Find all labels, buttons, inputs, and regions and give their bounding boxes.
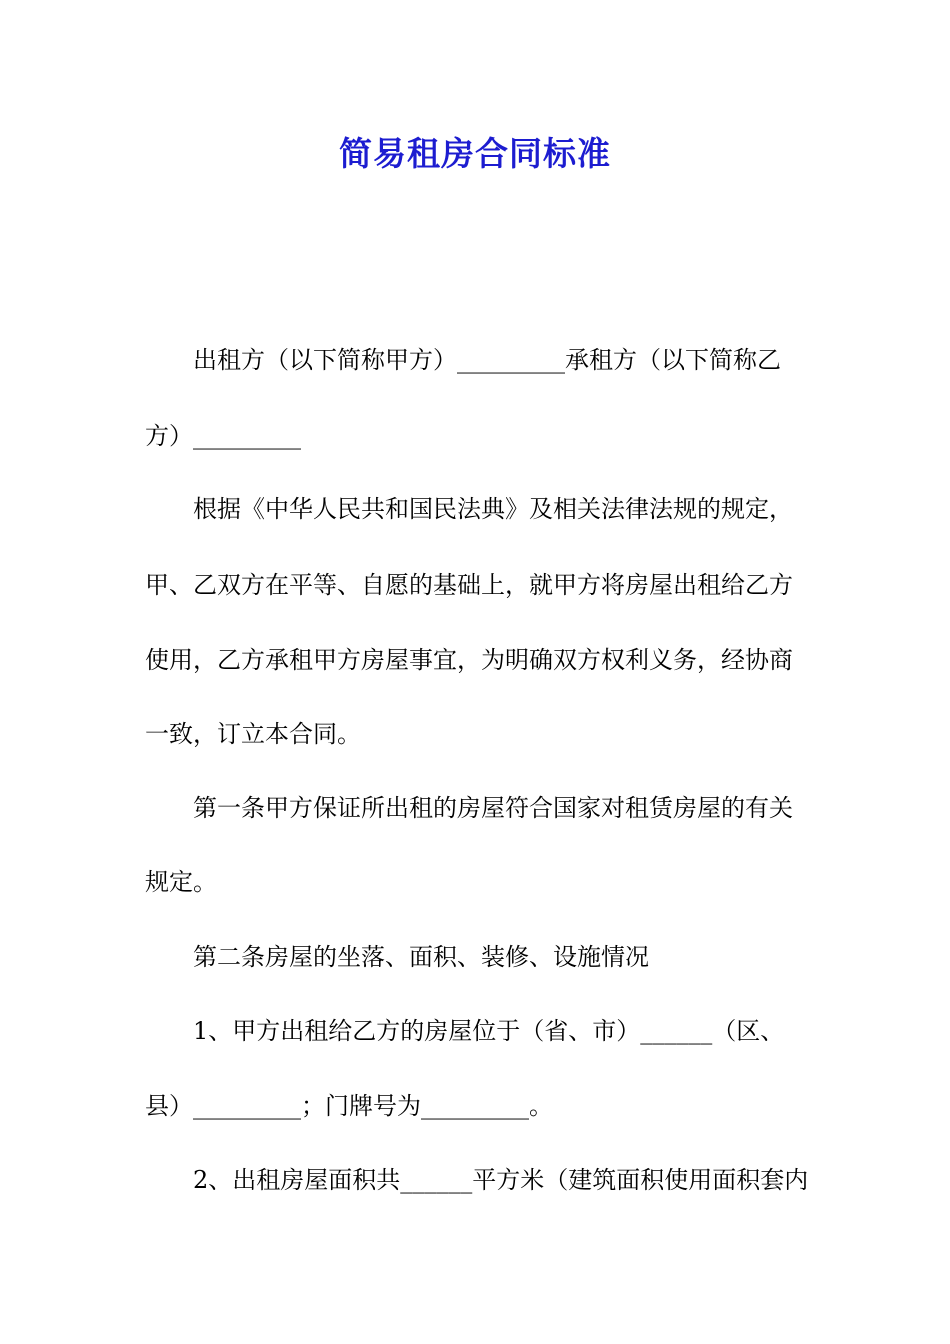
paragraph-line: 甲、乙双方在平等、自愿的基础上，就甲方将房屋出租给乙方 [145, 571, 793, 599]
paragraph-line: 根据《中华人民共和国民法典》及相关法律法规的规定， [193, 495, 793, 523]
paragraph-line: 1、甲方出租给乙方的房屋位于（省、市）______（区、 [193, 1017, 785, 1045]
paragraph-line: 一致，订立本合同。 [145, 720, 361, 748]
paragraph-line: 县）_________；门牌号为_________。 [145, 1092, 553, 1120]
document-title: 简易租房合同标准 [339, 134, 611, 173]
paragraph-line: 出租方（以下简称甲方）_________承租方（以下简称乙 [193, 346, 781, 374]
paragraph-line: 规定。 [145, 868, 217, 896]
paragraph-line: 使用，乙方承租甲方房屋事宜，为明确双方权利义务，经协商 [145, 646, 793, 674]
paragraph-line: 2、出租房屋面积共______平方米（建筑面积使用面积套内 [193, 1166, 809, 1194]
paragraph-line: 方）_________ [145, 422, 301, 450]
paragraph-line: 第二条房屋的坐落、面积、装修、设施情况 [193, 943, 649, 971]
paragraph-line: 第一条甲方保证所出租的房屋符合国家对租赁房屋的有关 [193, 794, 793, 822]
